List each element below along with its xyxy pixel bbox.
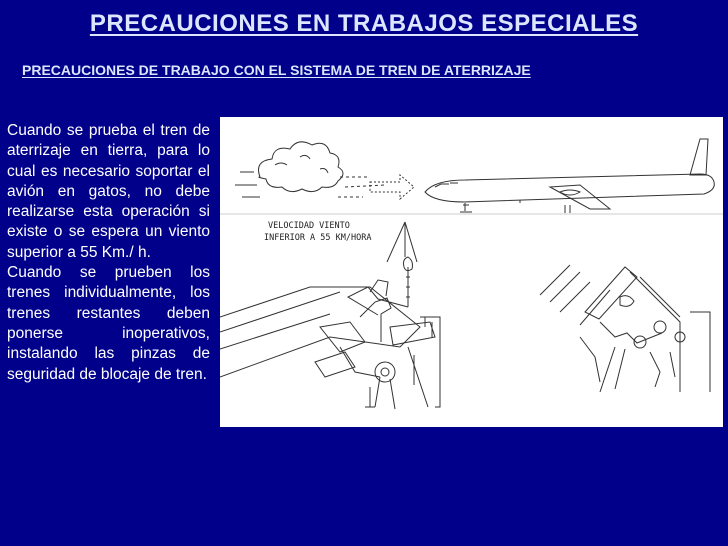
page-subtitle: PRECAUCIONES DE TRABAJO CON EL SISTEMA DE TREN DE ATERRIZAJE <box>22 62 531 78</box>
landing-gear-illustration <box>220 117 723 427</box>
landing-gear-assembly-left-icon <box>220 280 440 409</box>
wind-direction-arrow-icon <box>370 175 414 199</box>
paragraph-gear-lock: Cuando se prueben los trenes individualmente, los trenes restantes deben ponerse inoperativos, instalando las pinzas de seguridad de blocaje de tren. <box>7 264 210 383</box>
aircraft-icon <box>425 139 714 214</box>
wind-speed-label-line2: INFERIOR A 55 KM/HORA <box>264 233 372 243</box>
paragraph-wind-warning: Cuando se prueba el tren de aterrizaje en tierra, para lo cual es necesario soportar el avión en gatos, no debe realizarse esta operación si existe o se espera un viento superior a 55 Km./ h. <box>7 122 210 261</box>
landing-gear-assembly-right-icon <box>540 265 710 392</box>
wind-cloud-icon <box>235 142 385 197</box>
body-text <box>7 121 210 385</box>
page-title: PRECAUCIONES EN TRABAJOS ESPECIALES <box>89 10 639 37</box>
wind-speed-label-line1: VELOCIDAD VIENTO <box>268 221 350 231</box>
